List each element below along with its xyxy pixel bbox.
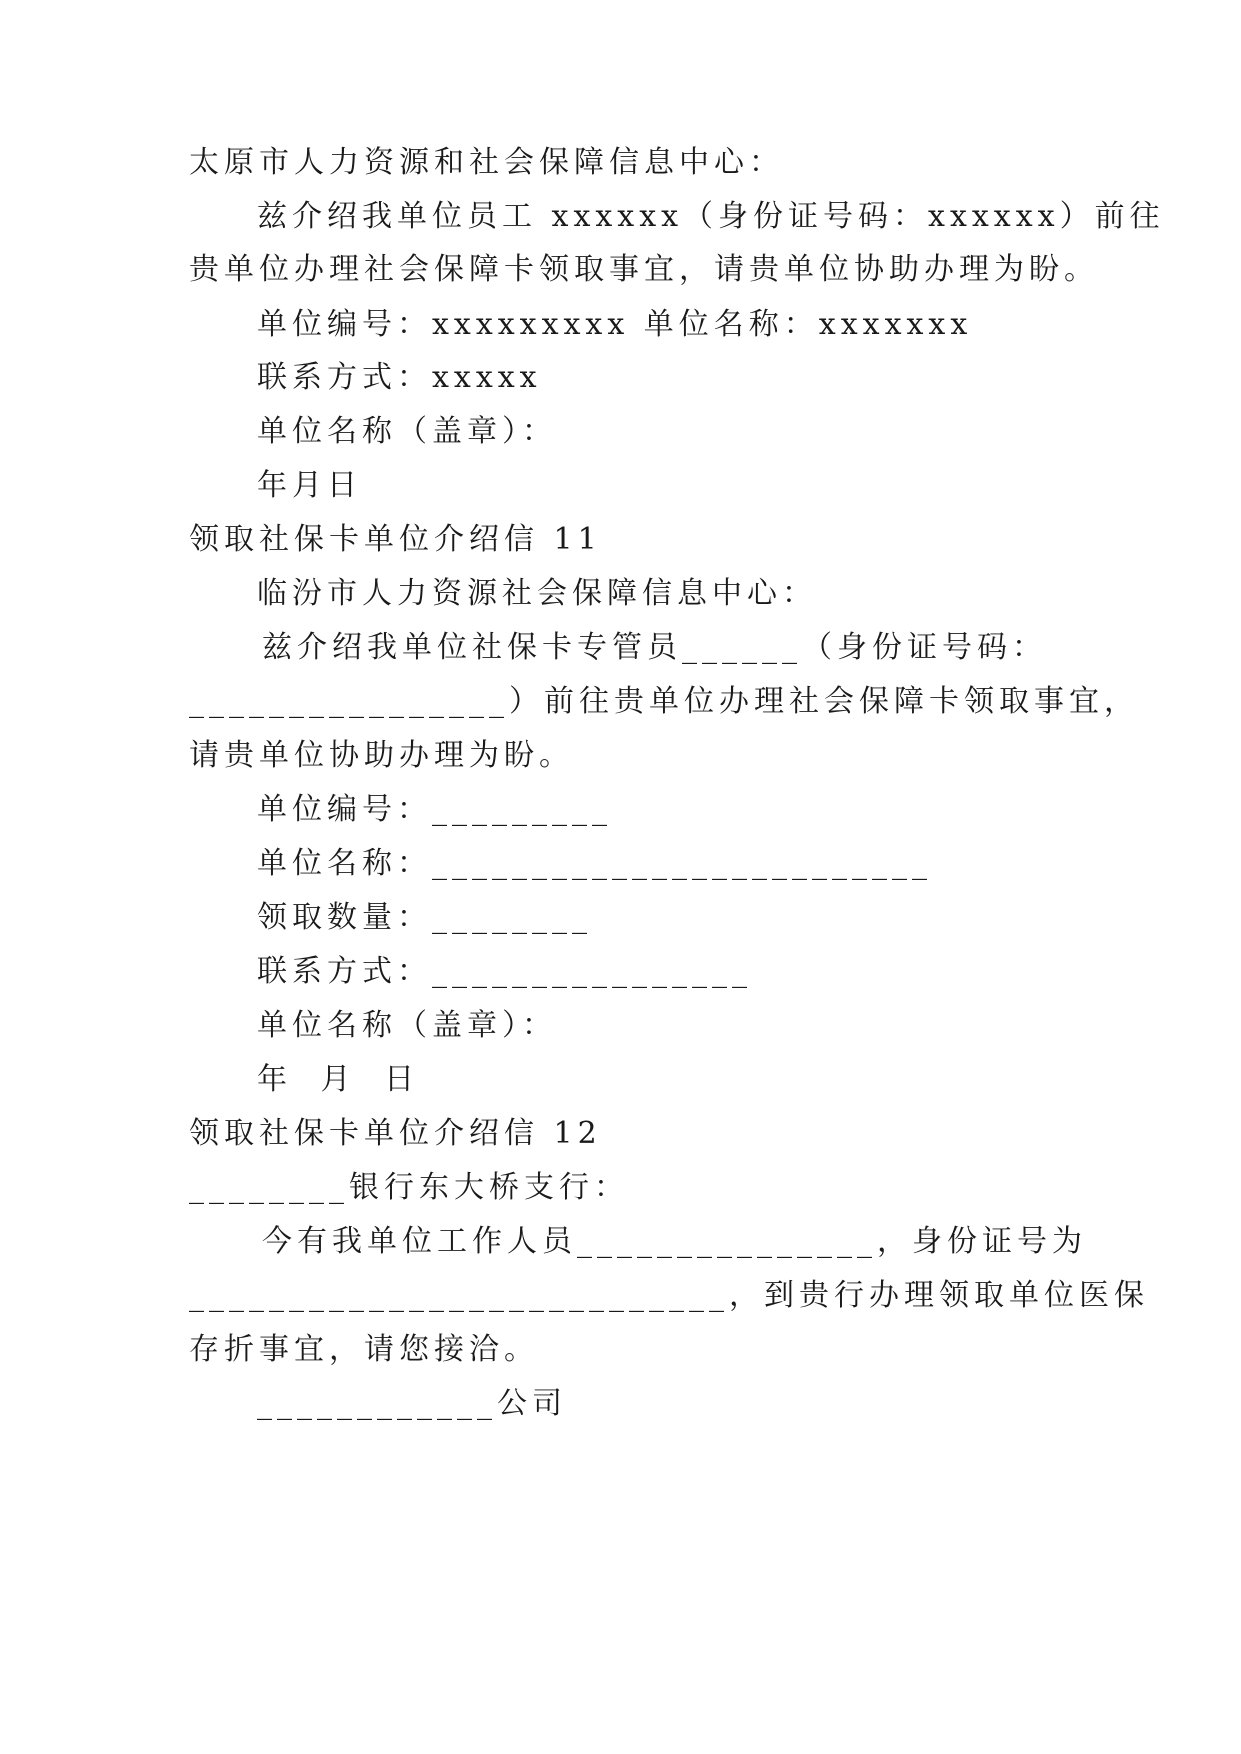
body-line: 今有我单位工作人员_______________，身份证号为 (262, 1224, 1087, 1259)
company-line: ____________公司 (257, 1386, 567, 1421)
salutation: 太原市人力资源和社会保障信息中心： (189, 145, 784, 180)
date-line: 年月日 (257, 468, 362, 503)
unit-info-line: 单位编号：xxxxxxxxx 单位名称：xxxxxxx (257, 307, 973, 342)
unit-name-line: 单位名称：_________________________ (257, 846, 932, 881)
body-line: 贵单位办理社会保障卡领取事宜，请贵单位协助办理为盼。 (189, 252, 1099, 287)
body-line: ___________________________，到贵行办理领取单位医保 (189, 1278, 1149, 1313)
quantity-line: 领取数量：________ (257, 900, 592, 935)
contact-line: 联系方式：xxxxx (257, 360, 542, 395)
body-line: 兹介绍我单位员工 xxxxxx（身份证号码：xxxxxx）前往 (257, 199, 1165, 234)
date-line: 年 月 日 (257, 1062, 420, 1097)
salutation: ________银行东大桥支行： (189, 1170, 629, 1205)
body-line: 存折事宜，请您接洽。 (189, 1332, 539, 1367)
contact-line: 联系方式：________________ (257, 954, 752, 989)
section-title: 领取社保卡单位介绍信 12 (189, 1116, 602, 1151)
seal-line: 单位名称（盖章）： (257, 414, 557, 449)
body-line: 兹介绍我单位社保卡专管员______（身份证号码： (262, 630, 1047, 665)
section-title: 领取社保卡单位介绍信 11 (189, 522, 602, 557)
unit-number-line: 单位编号：_________ (257, 792, 612, 827)
salutation: 临汾市人力资源社会保障信息中心： (257, 576, 817, 611)
seal-line: 单位名称（盖章）： (257, 1008, 557, 1043)
body-line: 请贵单位协助办理为盼。 (189, 738, 574, 773)
body-line: ________________）前往贵单位办理社会保障卡领取事宜， (189, 684, 1139, 719)
